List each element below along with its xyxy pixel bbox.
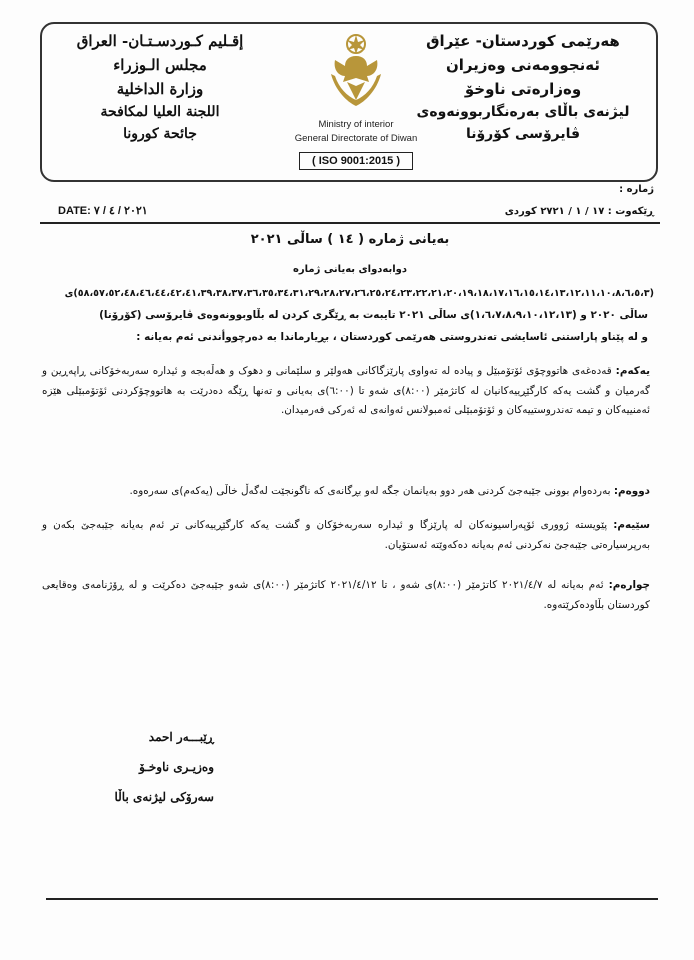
paragraph-fourth [42, 576, 650, 615]
kurdish-letterhead [408, 32, 638, 148]
arabic-letterhead [60, 32, 260, 148]
paragraph-text: قەدەغەی هاتووچۆی ئۆتۆمبێل و پیادە لە تەواوی پارێزگاکانی هەولێر و سلێمانی و دهوک و هەڵەبجە و ئیدارە سەربەخۆکانی ڕاپەڕین و گەرمیان و گشت یەکە کارگێڕییەکانیان لە کاتژمێر (٨:٠٠)ی شەو تا (٦:٠٠)ی بەیانی و تەنها ڕێگە دەدرێت بە هاتووچۆکردنی ئۆتۆمبێلی هێزە ئەمنییەکان و تیمە تەندروستییەکان و ئۆتۆمبێلی ئەمبولانس ئەوانەی لە ئەرکی فەرمیدان. [42, 365, 650, 416]
footer-divider [46, 898, 658, 900]
arabic-council: مجلس الـوزراء [113, 56, 207, 74]
paragraph-label: چوارەم: [608, 579, 651, 591]
arabic-ministry: وزارة الداخلية [116, 80, 204, 98]
paragraph-label: سێیەم: [613, 519, 650, 531]
signatory-position: وەزیـری ناوخـۆ [139, 760, 214, 774]
kurdistan-emblem-icon [321, 30, 391, 110]
arabic-pandemic: جائحة كورونا [123, 126, 197, 142]
reference-number: ژمارە : [619, 184, 654, 195]
english-directorate: General Directorate of Diwan [294, 133, 418, 144]
paragraph-third [42, 516, 650, 555]
kurdish-committee: لیژنەی باڵای بەرەنگاربوونەوەی [416, 104, 630, 120]
statement-subtitle: دوابەدوای بەیانی ژمارە [292, 264, 408, 275]
kurdish-virus: ڤایرۆسی کۆرۆنا [465, 126, 581, 142]
arabic-committee: اللجنة العليا لمكافحة [100, 104, 220, 120]
paragraph-label: دووەم: [613, 485, 650, 497]
signatory-name: ڕێبـــەر احمد [148, 730, 214, 744]
intro-line-3: و لە پێناو پاراستنی ئاسایشی تەندروستی هەرێمی کوردستان ، بڕیارماندا بە دەرچووأندنی ئەم بەیانە : [136, 331, 648, 343]
kurdish-ministry: وەزارەتی ناوخۆ [464, 80, 582, 98]
paragraph-second [42, 482, 650, 502]
paragraph-text: بەردەوام بوونی جێبەجێ کردنی هەر دوو بەیانمان جگە لەو بڕگانەی کە ناگونجێت لەگەڵ خاڵی (یەکەم)ی سەرەوە. [129, 485, 614, 497]
paragraph-text: ئەم بەیانە لە ٢٠٢١/٤/٧ کاتژمێر (٨:٠٠)ی شەو ، تا ٢٠٢١/٤/١٢ کاتژمێر (٨:٠٠)ی شەو جێبەجێ دەکرێت و لە ڕۆژنامەی وەقایعی کوردستان بڵاودەکرێتەوە. [42, 579, 650, 611]
header-divider [40, 222, 660, 224]
english-date: DATE: ٢٠٢١ / ٤ / ٧ [58, 205, 148, 217]
intro-line-1: (٥٨،٥٧،٥٢،٤٨،٤٦،٤٤،٤٢،٤١،٣٩،٣٨،٣٧،٣٦،٣٥،٣٤،٣١،٢٩،٢٨،٢٧،٢٦،٢٥،٢٤،٢٣،٢٢،٢١،٢٠،١٩،١٨،١٧،١٦،١٥،١٤،١٣،١٢،١١،١٠،٨،٦،٥،٣)ی [64, 288, 654, 299]
english-ministry: Ministry of interior [318, 119, 394, 130]
kurdish-date: ڕێکەوت : ١٧ / ١ / ٢٧٢١ کوردی [504, 206, 654, 217]
paragraph-label: یەکەم: [615, 365, 650, 377]
iso-badge: ( ISO 9001:2015 ) [299, 152, 413, 170]
kurdish-region: هەرێمی کوردستان- عێراق [426, 32, 620, 50]
emblem-block [276, 30, 436, 170]
arabic-region: إقـليم كـوردسـتـان- العراق [76, 32, 244, 50]
statement-title: بەیانی ژمارە ( ١٤ ) ساڵی ٢٠٢١ [250, 232, 450, 247]
paragraph-first [42, 362, 650, 421]
paragraph-text: پێویستە ژووری ئۆپەراسیونەکان لە پارێزگا و ئیدارە سەربەخۆکان و گشت یەکە کارگێڕییەکانی تر ئەم بەیانە جێبەجێ بکەن و بەرپرسیارەتی جێبەجێ نەکردنی ئەم بەیانە دەکەوێتە ئەستۆیان. [42, 519, 650, 551]
intro-line-2: ساڵی ٢٠٢٠ و (١،٦،٧،٨،٩،١٠،١٢،١٣)ی ساڵی ٢٠٢١ تایبەت بە ڕێگری کردن لە بڵاوبوونەوەی ڤایرۆسی (کۆرۆنا) [99, 309, 648, 321]
english-ministry-block [276, 118, 436, 146]
signatory-role: سەرۆکی لیژنەی باڵا [114, 790, 214, 804]
kurdish-council: ئەنجوومەنی وەزیران [445, 56, 601, 74]
